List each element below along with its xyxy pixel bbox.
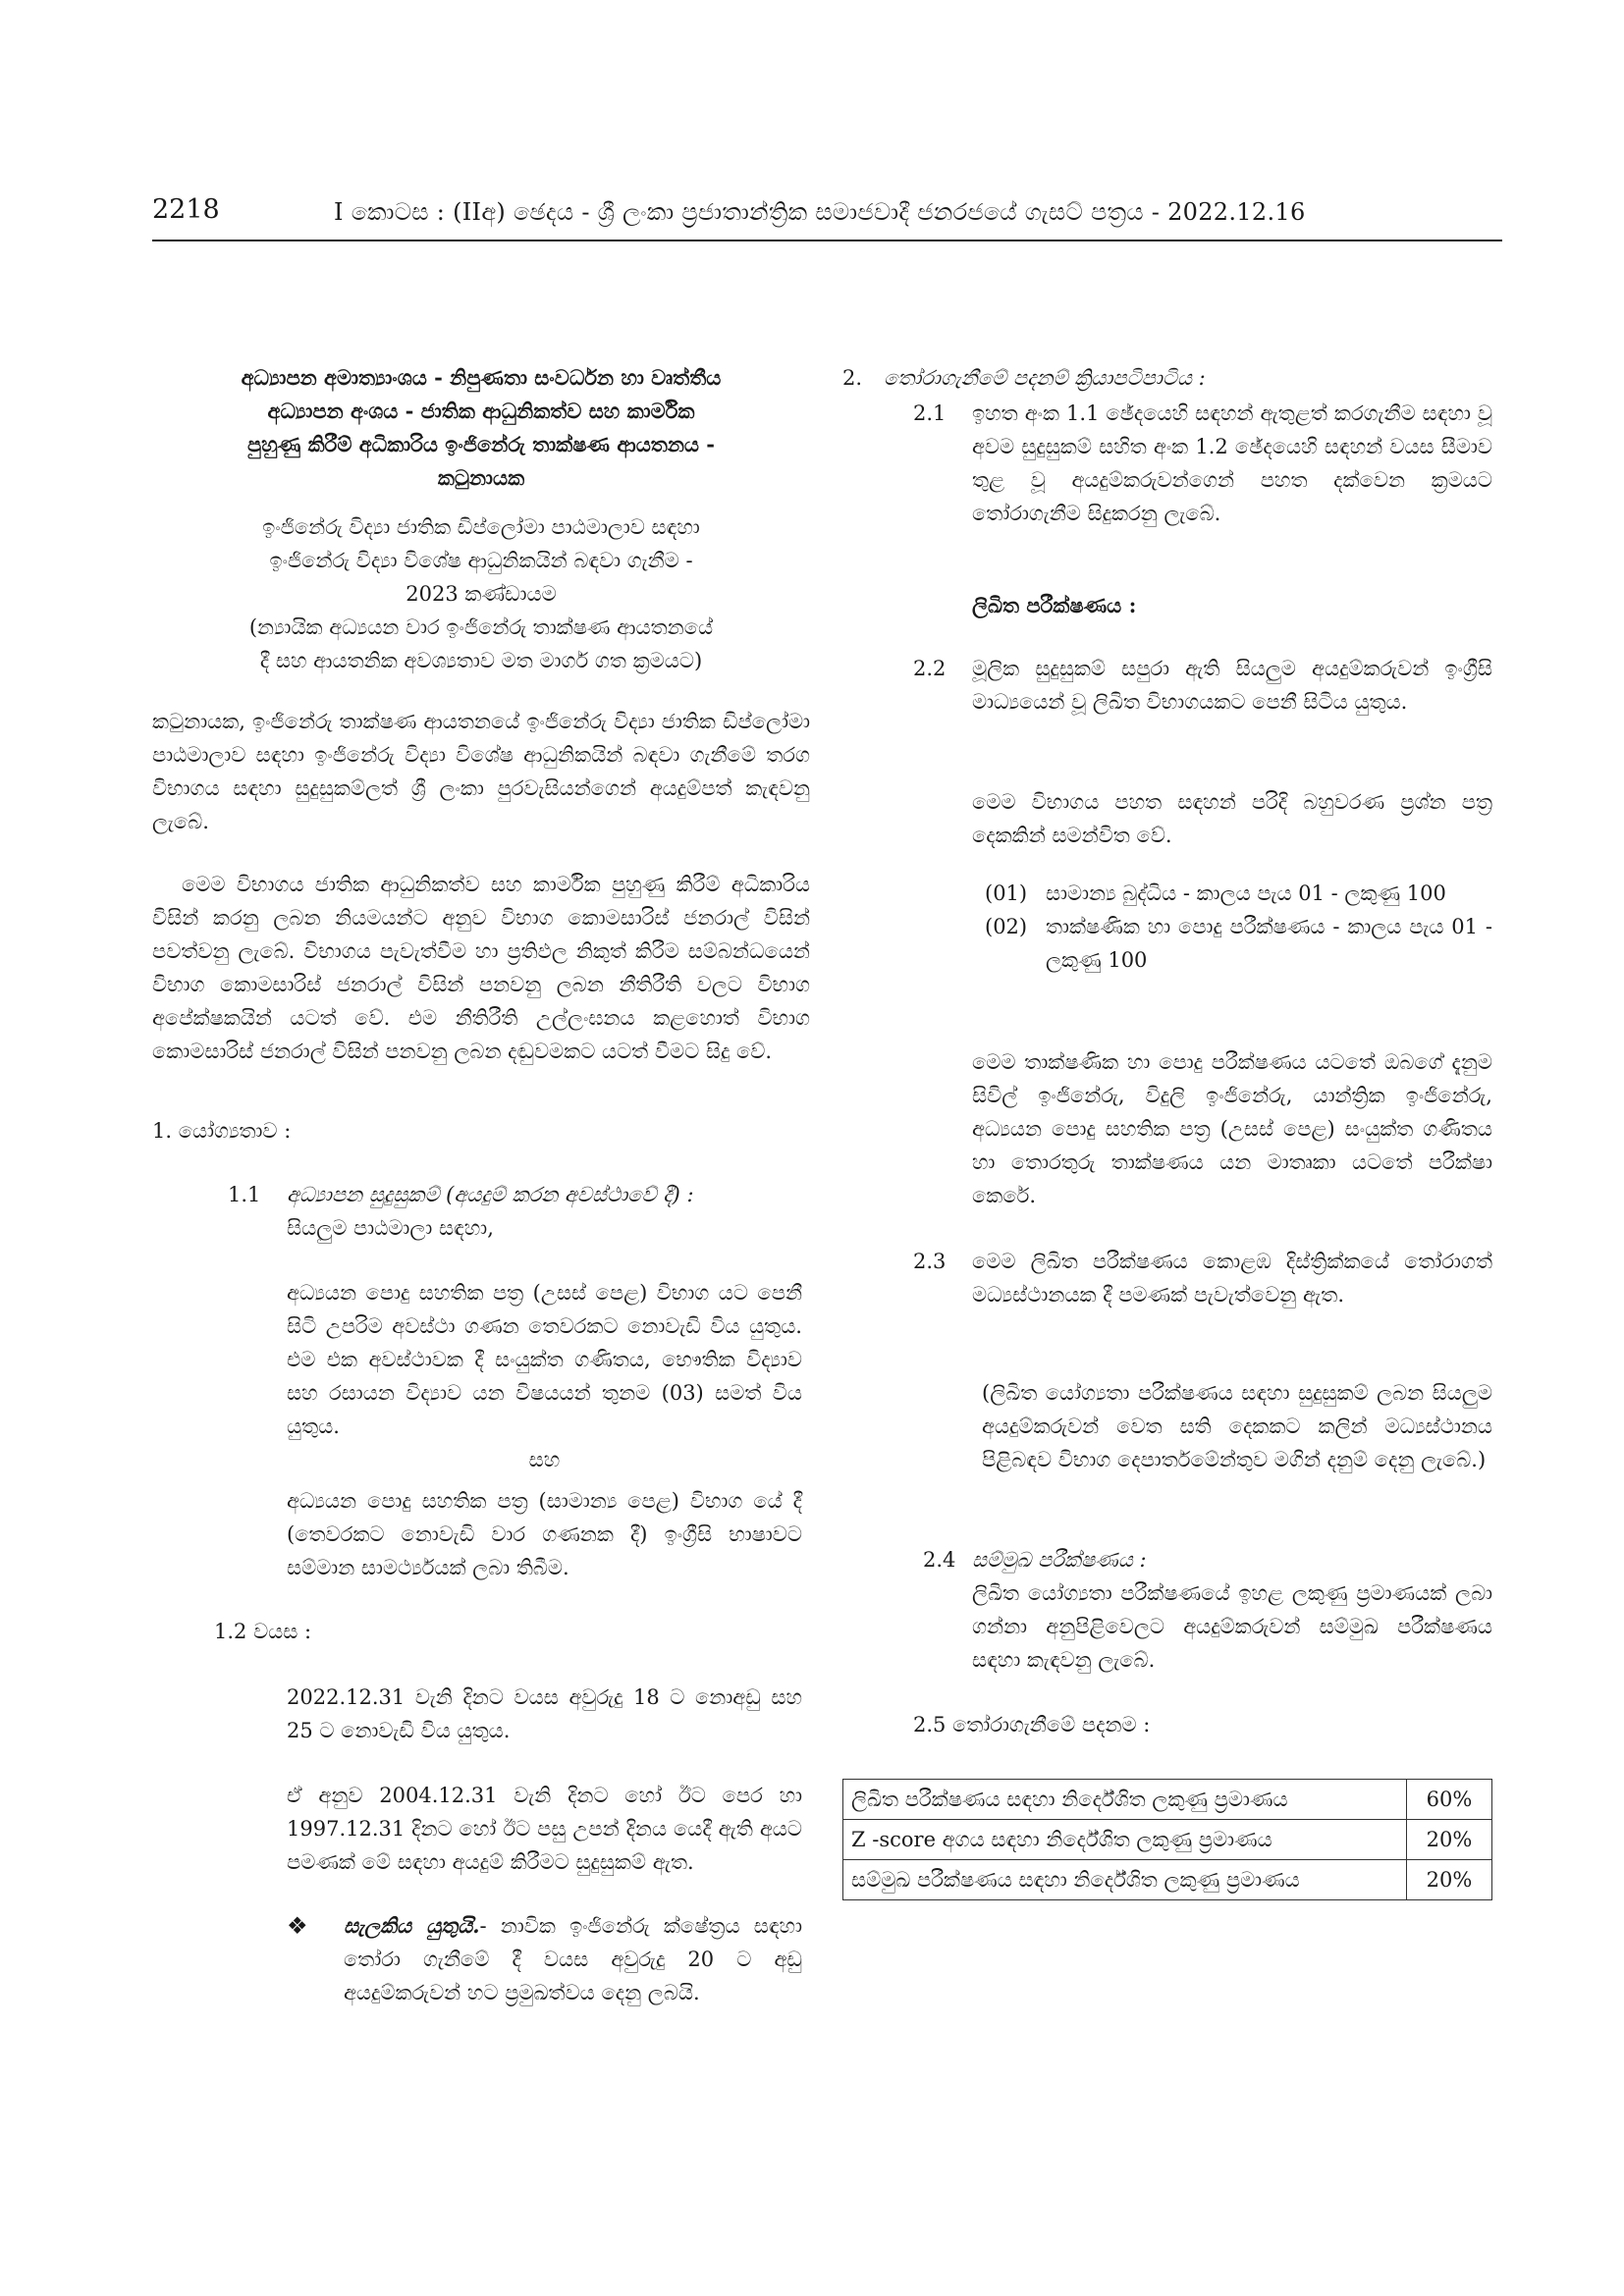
- section-2-2-papers-intro: මෙම විභාගය පහත සඳහන් පරිදි බහුවරණ ප්‍රශ්න පත්‍ර දෙකකින් සමන්විත වේ.: [972, 790, 1492, 847]
- heading-line: අධ්‍යාපන අමාත්‍යාංශය - නිපුණතා සංවර්ධන හා වෘත්තීය: [241, 365, 722, 390]
- section-1-2-title-text: 1.2 වයස :: [214, 1620, 312, 1643]
- exam-paper-number: (02): [985, 915, 1028, 938]
- table-cell-label: Z -score අගය සඳහා නිර්දේශිත ලකුණු ප්‍රමාණය: [843, 1820, 1407, 1860]
- section-1-1-and: සහ: [528, 1448, 561, 1471]
- heading-line: අධ්‍යාපන අංශය - ජාතික ආධුනිකත්ව සහ කාර්මික: [267, 399, 695, 423]
- table-row: [843, 1820, 1492, 1860]
- exam-paper-text: තාක්ෂණික හා පොදු පරීක්ෂණය - කාලය පැය 01 - ලකුණු 100: [1046, 915, 1492, 972]
- section-1-1-subtitle: සියලුම පාඨමාලා සඳහා,: [287, 1216, 494, 1240]
- section-1-1-title: අධ්‍යාපන සුදුසුකම් (අයදුම් කරන අවස්ථාවේ දී) :: [287, 1183, 694, 1206]
- table-row: [843, 1860, 1492, 1900]
- page-number: 2218: [152, 194, 220, 225]
- notice-heading: [152, 361, 810, 495]
- subheading-line: ඉංජිනේරු විද්‍යා විශේෂ ආධුනිකයින් බඳවා ගැනීම -: [269, 549, 693, 572]
- exam-paper-number: (01): [985, 881, 1028, 905]
- intro-paragraph: කටුනායක, ඉංජිනේරු තාක්ෂණ ආයතනයේ ඉංජිනේරු විද්‍යා ජාතික ඩිප්ලෝමා පාඨමාලාව සඳහා ඉංජිනේරු විද්‍යා විශේෂ ආධුනිකයින් බඳවා ගැනීමේ තරග විභාගය සඳහා සුදුසුකම්ලත් ශ්‍රී ලංකා පුරවැසියන්ගෙන් අයදුම්පත් කැඳවනු ලැබේ.: [152, 710, 810, 833]
- gazette-header-title: I කොටස : (IIඅ) ඡෙදය - ශ්‍රී ලංකා ප්‍රජාතාන්ත්‍රික සමාජවාදී ජනරජයේ ගැසට් පත්‍රය - 2022.12.16: [334, 198, 1306, 226]
- section-1-2-birth-dates: ඒ අනුව 2004.12.31 වැනි දිනට හෝ ඊට පෙර හා 1997.12.31 දිනට හෝ ඊට පසු උපන් දිනය යෙදී ඇති අයට පමණක් මේ සඳහා අයදුම් කිරීමට සුදුසුකම් ඇත.: [287, 1784, 802, 1874]
- table-cell-value: 60%: [1407, 1780, 1492, 1820]
- section-1-2-title: [214, 1615, 311, 1648]
- section-2-number: 2.: [842, 366, 863, 390]
- note-body: - නාවික ඉංජිනේරු ක්ෂේත්‍රය සඳහා තෝරා ගැනීමේ දී වයස අවුරුදු 20 ට අඩු අයදුම්කරුවන් හට ප්‍රමුඛත්වය දෙනු ලබයි.: [344, 1914, 802, 2004]
- section-1-1-al-requirement: අධ්‍යයන පොදු සහතික පත්‍ර (උසස් පෙළ) විභාග යට පෙනී සිටි උපරිම අවස්ථා ගණන තෙවරකට නොවැඩි විය යුතුය. එම එක අවස්ථාවක දී සංයුක්ත ගණිතය, භෞතික විද්‍යාව සහ රසායන විද්‍යාව යන විෂයයන් තුනම (03) සමත් විය යුතුය.: [287, 1281, 802, 1438]
- header-divider: [152, 240, 1502, 241]
- section-2-4-title: සම්මුඛ පරීක්ෂණය :: [972, 1548, 1147, 1572]
- exam-paper-item: [985, 877, 1492, 910]
- rules-paragraph: මෙම විභාගය ජාතික ආධුනිකත්ව සහ කාර්මික පුහුණු කිරීම් අධිකාරිය විසින් කරනු ලබන නියමයන්ට අනුව විභාග කොමසාරිස් ජනරාල් විසින් පවත්වනු ලැබේ. විභාගය පැවැත්වීම හා ප්‍රතිඵල නිකුත් කිරීම සම්බන්ධයෙන් විභාග කොමසාරිස් ජනරාල් විසින් පනවනු ලබන නීතිරීති වලට විභාග අපේක්ෂකයින් යටත් වේ. එම නීතිරීති උල්ලංඝනය කළහොත් විභාග කොමසාරිස් ජනරාල් විසින් පනවනු ලබන දඬුවමකට යටත් වීමට සිදු වේ.: [152, 873, 810, 1063]
- heading-line: කටුනායක: [437, 465, 525, 490]
- section-2-3-notice: (ලිඛිත යෝග්‍යතා පරීක්ෂණය සඳහා සුදුසුකම් ලබන සියලුම අයදුම්කරුවන් වෙත සති දෙකකට කලින් මධ්‍යස්ථානය පිළිබඳව විභාග දෙපාර්තමේන්තුව මගින් දනුම් දෙනු ලැබේ.): [982, 1381, 1492, 1471]
- note-label: සැලකිය යුතුයි.: [344, 1913, 480, 1938]
- table-row: [843, 1780, 1492, 1820]
- section-2-3-number: 2.3: [913, 1250, 947, 1273]
- table-cell-label: ලිඛිත පරීක්ෂණය සඳහා නිර්දේශිත ලකුණු ප්‍රමාණය: [843, 1780, 1407, 1820]
- note-text: [344, 1909, 802, 2009]
- subheading-line: දී සහ ආයතනික අවශ්‍යතාව මත මාර්ග ගත ක්‍රමයට): [259, 649, 703, 672]
- exam-paper-text: සාමාන්‍ය බුද්ධිය - කාලය පැය 01 - ලකුණු 100: [1046, 881, 1446, 905]
- selection-weight-table: [842, 1779, 1492, 1900]
- section-1-title: 1. යෝග්‍යතාව :: [152, 1119, 292, 1143]
- exam-paper-list: [985, 877, 1492, 977]
- section-2-5-title: [913, 1708, 1150, 1741]
- notice-subheading: [152, 510, 810, 677]
- exam-paper-item: [985, 910, 1492, 977]
- section-2-1-text: ඉහත අංක 1.1 ඡේදයෙහි සඳහන් ඇතුළත් කරගැනීම සඳහා වූ අවම සුදුසුකම් සහිත අංක 1.2 ඡේදයෙහි සඳහන් වයස සීමාව තුළ වූ අයදුම්කරුවන්ගෙන් පහත දක්වෙන ක්‍රමයට තෝරාගැනීම සිදුකරනු ලැබේ.: [972, 401, 1492, 525]
- section-2-1-number: 2.1: [913, 401, 947, 425]
- section-1-2-age-limit: 2022.12.31 වැනි දිනට වයස අවුරුදු 18 ට නොඅඩු සහ 25 ට නොවැඩි විය යුතුය.: [287, 1685, 802, 1742]
- written-exam-title: ලිඛිත පරීක්ෂණය :: [972, 593, 1137, 617]
- section-2-5-title-text: 2.5 තෝරාගැනීමේ පදනම :: [913, 1713, 1151, 1736]
- table-cell-value: 20%: [1407, 1820, 1492, 1860]
- section-2-4-text: ලිඛිත යෝග්‍යතා පරීක්ෂණයේ ඉහළ ලකුණු ප්‍රමාණයක් ලබා ගන්නා අනුපිළිවෙලට අයදුම්කරුවන් සම්මුඛ පරීක්ෂණය සඳහා කැඳවනු ලැබේ.: [972, 1581, 1492, 1672]
- section-2-4-number: 2.4: [923, 1548, 956, 1572]
- heading-line: පුහුණු කිරීම් අධිකාරිය ඉංජිනේරු තාක්ෂණ ආයතනය -: [246, 432, 716, 456]
- section-2-2-subjects: මෙම තාක්ෂණික හා පොදු පරීක්ෂණය යටතේ ඔබගේ දැනුම සිවිල් ඉංජිනේරු, විදුලි ඉංජිනේරු, යාන්ත්‍රික ඉංජිනේරු, අධ්‍යයන පොදු සහතික පත්‍ර (උසස් පෙළ) සංයුක්ත ගණිතය හා තොරතුරු තාක්ෂණය යන මාතෘකා යටතේ පරීක්ෂා කෙරේ.: [972, 1050, 1492, 1207]
- section-2-title: තෝරාගැනීමේ පදනම් ක්‍රියාපටිපාටිය :: [884, 366, 1206, 390]
- section-2-2-number: 2.2: [913, 657, 947, 680]
- diamond-bullet-icon: ❖: [287, 1912, 308, 1940]
- subheading-line: 2023 කණ්ඩායම: [406, 582, 557, 606]
- table-cell-value: 20%: [1407, 1860, 1492, 1900]
- subheading-line: (න්‍යායික අධ්‍යයන වාර ඉංජිනේරු තාක්ෂණ ආයතනයේ: [248, 615, 714, 639]
- section-2-3-text: මෙම ලිඛිත පරීක්ෂණය කොළඹ දිස්ත්‍රික්කයේ තෝරාගත් මධ්‍යස්ථානයක දී පමණක් පැවැත්වෙනු ඇත.: [972, 1250, 1492, 1307]
- subheading-line: ඉංජිනේරු විද්‍යා ජාතික ඩිප්ලෝමා පාඨමාලාව සඳහා: [262, 515, 700, 539]
- section-2-2-text: මූලික සුදුසුකම් සපුරා ඇති සියලුම අයදුම්කරුවන් ඉංග්‍රීසි මාධ්‍යයෙන් වූ ලිඛිත විභාගයකට පෙනී සිටිය යුතුය.: [972, 657, 1492, 714]
- section-1-1-number: 1.1: [228, 1183, 261, 1206]
- age-priority-note: [287, 1909, 802, 2009]
- table-cell-label: සම්මුඛ පරීක්ෂණය සඳහා නිර්දේශිත ලකුණු ප්‍රමාණය: [843, 1860, 1407, 1900]
- section-1-1-ol-requirement: අධ්‍යයන පොදු සහතික පත්‍ර (සාමාන්‍ය පෙළ) විභාග යේ දී (තෙවරකට නොවැඩි වාර ගණනක දී) ඉංග්‍රීසි භාෂාවට සම්මාන සාමර්ථ්‍යයක් ලබා තිබීම.: [287, 1489, 802, 1579]
